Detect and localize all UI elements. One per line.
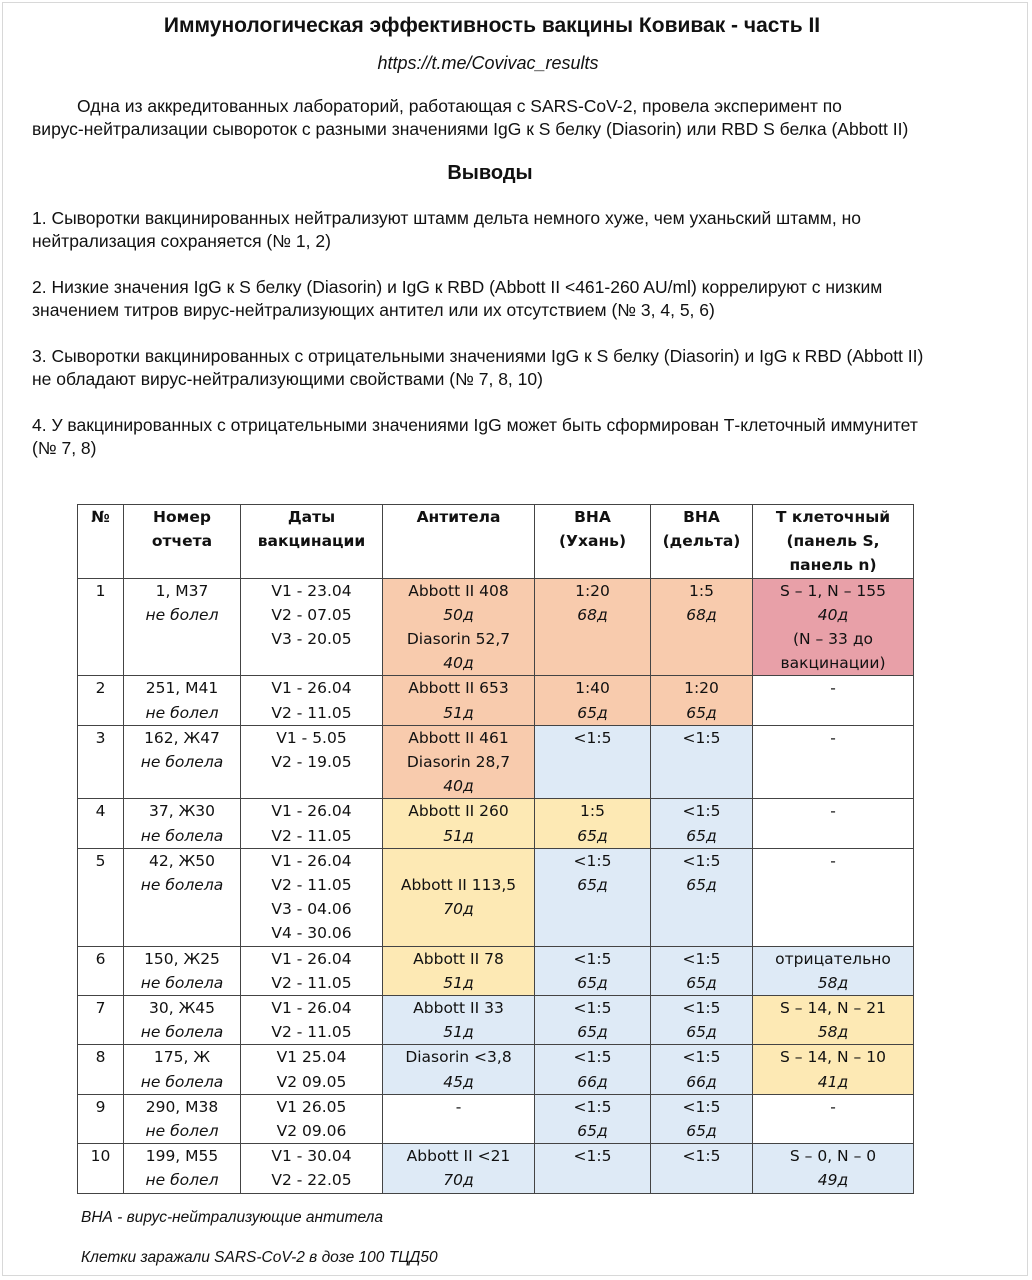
cell-tcell: S – 1, N – 155 40д (N – 33 до вакцинации)	[753, 578, 914, 676]
cell-num: 8	[78, 1045, 124, 1094]
cell-vna-wuhan: <1:5	[535, 725, 651, 799]
conclusion-2	[32, 276, 1012, 322]
cell-dates: V1 - 23.04 V2 - 07.05 V3 - 20.05	[241, 578, 383, 676]
cell-tcell: отрицательно 58д	[753, 946, 914, 995]
table-row	[78, 1144, 914, 1193]
cell-vna-wuhan: <1:5 65д	[535, 1094, 651, 1143]
cell-dates: V1 - 26.04 V2 - 11.05	[241, 676, 383, 725]
cell-tcell: S – 0, N – 0 49д	[753, 1144, 914, 1193]
cell-tcell: S – 14, N – 21 58д	[753, 996, 914, 1045]
cell-report: 30, Ж45 не болела	[124, 996, 241, 1045]
intro-line-1: Одна из аккредитованных лабораторий, работающая с SARS-CoV-2, провела эксперимент по	[77, 96, 842, 116]
cell-vna-delta: <1:5 65д	[651, 1094, 753, 1143]
cell-antibodies: Diasorin <3,8 45д	[383, 1045, 535, 1094]
cell-antibodies: -	[383, 1094, 535, 1143]
cell-vna-delta: 1:5 68д	[651, 578, 753, 676]
header-antibodies: Антитела	[383, 505, 535, 579]
cell-report: 37, Ж30 не болела	[124, 799, 241, 848]
header-num: №	[78, 505, 124, 579]
header-report: Номер отчета	[124, 505, 241, 579]
cell-num: 10	[78, 1144, 124, 1193]
table-row	[78, 996, 914, 1045]
conclusions-heading: Выводы	[447, 162, 533, 184]
intro-paragraph	[32, 95, 1012, 141]
cell-antibodies: Abbott II 78 51д	[383, 946, 535, 995]
cell-vna-delta: <1:5	[651, 1144, 753, 1193]
cell-report: 1, М37 не болел	[124, 578, 241, 676]
cell-vna-wuhan: <1:5 65д	[535, 996, 651, 1045]
results-table	[77, 504, 914, 1194]
cell-dates: V1 - 30.04 V2 - 22.05	[241, 1144, 383, 1193]
conclusion-4-line-2: (№ 7, 8)	[32, 438, 97, 458]
cell-antibodies: Abbott II 33 51д	[383, 996, 535, 1045]
footnote-cells: Клетки заражали SARS-CoV-2 в дозе 100 ТЦД50	[81, 1249, 438, 1266]
cell-num: 9	[78, 1094, 124, 1143]
header-dates: Даты вакцинации	[241, 505, 383, 579]
cell-report: 199, М55 не болел	[124, 1144, 241, 1193]
table-row	[78, 725, 914, 799]
conclusion-2-line-2: значением титров вирус-нейтрализующих антител или их отсутствием (№ 3, 4, 5, 6)	[32, 300, 715, 320]
cell-vna-delta: <1:5	[651, 725, 753, 799]
cell-num: 7	[78, 996, 124, 1045]
table-row	[78, 578, 914, 676]
conclusion-4-line-1: 4. У вакцинированных с отрицательными значениями IgG может быть сформирован Т-клеточный иммунитет	[32, 415, 918, 435]
conclusion-3	[32, 345, 1012, 391]
cell-report: 290, М38 не болел	[124, 1094, 241, 1143]
footnote-vna: ВНА - вирус-нейтрализующие антитела	[81, 1209, 383, 1226]
header-vna-wuhan: ВНА (Ухань)	[535, 505, 651, 579]
cell-vna-wuhan: 1:5 65д	[535, 799, 651, 848]
cell-tcell: S – 14, N – 10 41д	[753, 1045, 914, 1094]
table-row	[78, 1094, 914, 1143]
cell-vna-wuhan: 1:40 65д	[535, 676, 651, 725]
cell-antibodies: Abbott II <21 70д	[383, 1144, 535, 1193]
cell-tcell: -	[753, 676, 914, 725]
cell-num: 2	[78, 676, 124, 725]
conclusion-1-line-2: нейтрализация сохраняется (№ 1, 2)	[32, 231, 331, 251]
table-row	[78, 946, 914, 995]
cell-dates: V1 - 26.04 V2 - 11.05	[241, 799, 383, 848]
cell-antibodies: Abbott II 408 50д Diasorin 52,7 40д	[383, 578, 535, 676]
cell-report: 150, Ж25 не болела	[124, 946, 241, 995]
cell-vna-delta: <1:5 66д	[651, 1045, 753, 1094]
cell-tcell: -	[753, 725, 914, 799]
cell-num: 5	[78, 848, 124, 946]
cell-vna-delta: <1:5 65д	[651, 996, 753, 1045]
page-title: Иммунологическая эффективность вакцины Ковивак - часть II	[163, 14, 821, 37]
conclusion-4	[32, 414, 1012, 460]
cell-antibodies: Abbott II 653 51д	[383, 676, 535, 725]
header-tcell: Т клеточный (панель S, панель n)	[753, 505, 914, 579]
cell-report: 251, М41 не болел	[124, 676, 241, 725]
cell-vna-wuhan: <1:5	[535, 1144, 651, 1193]
cell-vna-delta: 1:20 65д	[651, 676, 753, 725]
conclusion-3-line-1: 3. Сыворотки вакцинированных с отрицательными значениями IgG к S белку (Diasorin) и IgG к RBD (Abbott II)	[32, 346, 924, 366]
cell-vna-wuhan: <1:5 65д	[535, 848, 651, 946]
cell-report: 162, Ж47 не болела	[124, 725, 241, 799]
cell-tcell: -	[753, 799, 914, 848]
table-row	[78, 799, 914, 848]
cell-dates: V1 - 5.05 V2 - 19.05	[241, 725, 383, 799]
cell-vna-delta: <1:5 65д	[651, 946, 753, 995]
conclusion-1	[32, 207, 1012, 253]
cell-num: 6	[78, 946, 124, 995]
cell-vna-wuhan: <1:5 66д	[535, 1045, 651, 1094]
cell-num: 4	[78, 799, 124, 848]
cell-antibodies: Abbott II 113,5 70д	[383, 848, 535, 946]
cell-antibodies: Abbott II 461 Diasorin 28,7 40д	[383, 725, 535, 799]
conclusion-2-line-1: 2. Низкие значения IgG к S белку (Diasorin) и IgG к RBD (Abbott II <461-260 AU/ml) коррелируют с низким	[32, 277, 883, 297]
conclusion-1-line-1: 1. Сыворотки вакцинированных нейтрализуют штамм дельта немного хуже, чем уханьский штамм, но	[32, 208, 861, 228]
telegram-link[interactable]: https://t.me/Covivac_results	[377, 53, 599, 73]
cell-tcell: -	[753, 848, 914, 946]
header-vna-delta: ВНА (дельта)	[651, 505, 753, 579]
cell-dates: V1 25.04 V2 09.05	[241, 1045, 383, 1094]
table-row	[78, 1045, 914, 1094]
cell-report: 42, Ж50 не болела	[124, 848, 241, 946]
table-header-row	[78, 505, 914, 579]
intro-line-2: вирус-нейтрализации сывороток с разными значениями IgG к S белку (Diasorin) или RBD S белка (Abbott II)	[32, 119, 909, 139]
cell-antibodies: Abbott II 260 51д	[383, 799, 535, 848]
cell-report: 175, Ж не болела	[124, 1045, 241, 1094]
conclusion-3-line-2: не обладают вирус-нейтрализующими свойствами (№ 7, 8, 10)	[32, 369, 543, 389]
table-row	[78, 848, 914, 946]
cell-dates: V1 - 26.04 V2 - 11.05	[241, 946, 383, 995]
cell-dates: V1 - 26.04 V2 - 11.05	[241, 996, 383, 1045]
cell-dates: V1 26.05 V2 09.06	[241, 1094, 383, 1143]
table-row	[78, 676, 914, 725]
cell-tcell: -	[753, 1094, 914, 1143]
cell-vna-wuhan: 1:20 68д	[535, 578, 651, 676]
cell-vna-delta: <1:5 65д	[651, 848, 753, 946]
cell-vna-wuhan: <1:5 65д	[535, 946, 651, 995]
cell-num: 1	[78, 578, 124, 676]
cell-dates: V1 - 26.04 V2 - 11.05 V3 - 04.06 V4 - 30.06	[241, 848, 383, 946]
cell-num: 3	[78, 725, 124, 799]
cell-vna-delta: <1:5 65д	[651, 799, 753, 848]
